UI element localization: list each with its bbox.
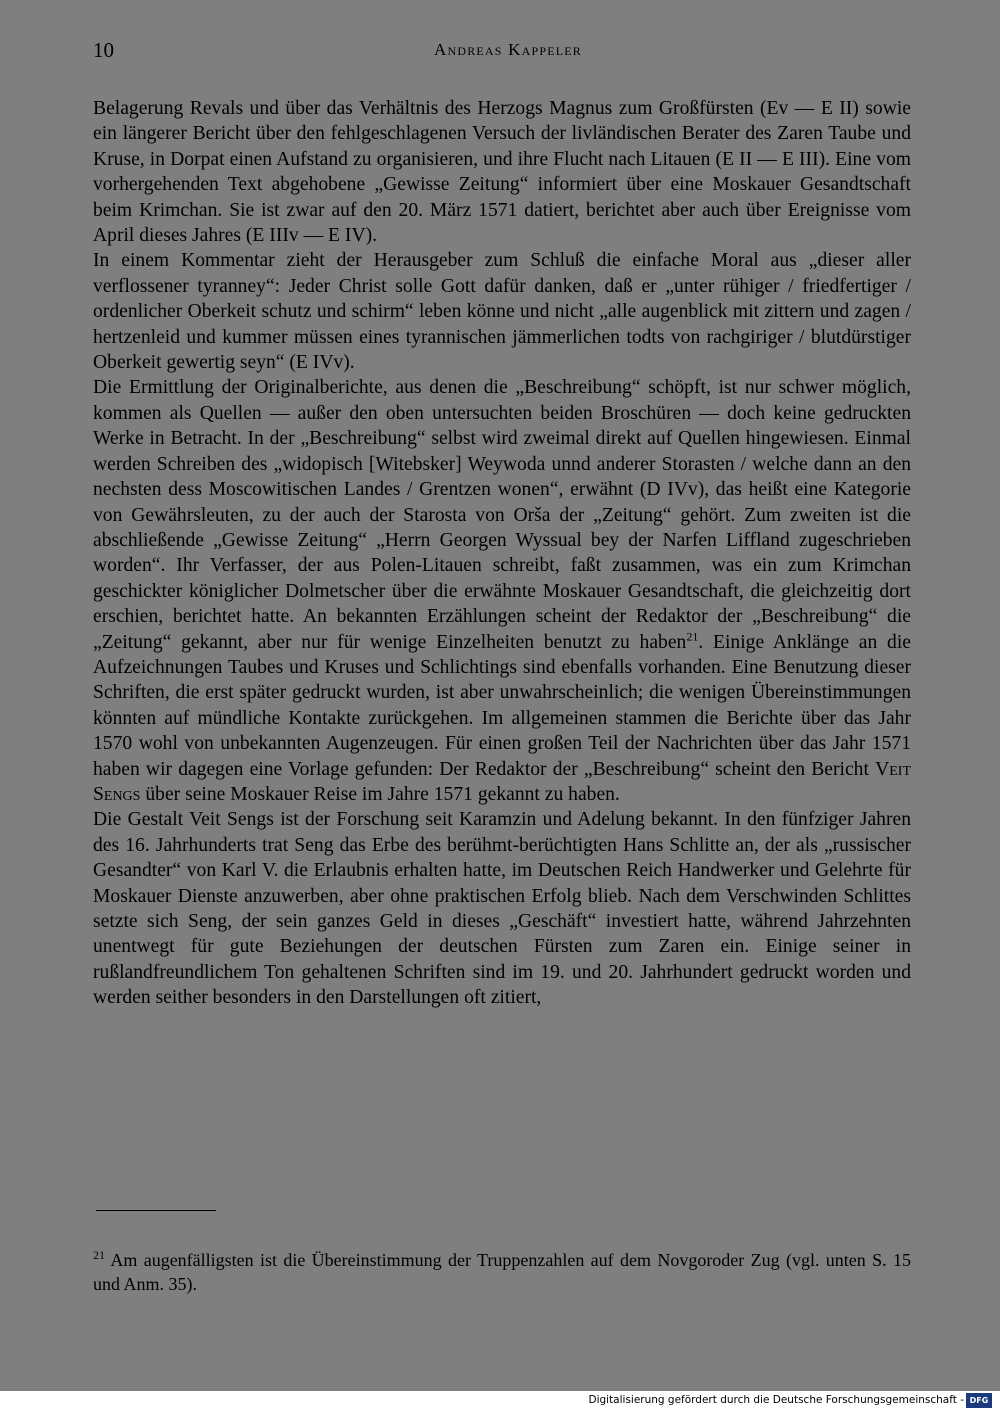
paragraph-3-text: Die Ermittlung der Originalberichte, aus denen die „Beschreibung“ schöpft, ist nur schwer möglich, kommen als Quellen — außer den oben untersuchten beiden Broschüren — doch keine gedruckten Werke in Betracht. In der „Beschreibung“ selbst wird zweimal direkt auf Quellen hingewiesen. Einmal werden Schreiben des „widopisch [Witebsker] Weywoda unnd anderer Storasten / welche dann an den nechsten dess Moscowitischen Landes / Grentzen wonen“, erwähnt (D IVv), das heißt eine Kategorie von Gewährsleuten, zu der auch der Starosta von Orša der „Zeitung“ gehört. Zum zweiten ist die abschließende „Gewisse Zeitung“ „Herrn Georgen Wyssual bey der Narfen Liffland zugeschrieben worden“. Ihr Verfasser, der aus Polen-Litauen schreibt, faßt zusammen, was ein zum Krimchan geschickter königlicher Dolmetscher über die erwähnte Moskauer Gesandtschaft, die gleichzeitig dort erschien, berichtet hatte. An bekannten Erzählungen scheint der Redaktor der „Beschreibung“ die „Zeitung“ gekannt, aber nur für wenige Einzelheiten benutzt zu haben <box>93 377 911 653</box>
author-name-smallcaps: Veit Sengs <box>93 758 911 805</box>
page-header <box>93 38 911 68</box>
footnote-reference: 21 <box>686 629 699 643</box>
digitization-credit: Digitalisierung gefördert durch die Deutsche Forschungsgemeinschaft - <box>588 1394 964 1406</box>
dfg-logo: DFG <box>966 1393 992 1408</box>
paragraph-3-end: über seine Moskauer Reise im Jahre 1571 gekannt zu haben. <box>145 783 620 805</box>
body-text <box>93 96 911 1011</box>
credit-bar <box>0 1391 1000 1411</box>
footnote-number: 21 <box>93 1248 105 1262</box>
paragraph-3 <box>93 375 911 807</box>
footnote-text: Am augenfälligsten ist die Übereinstimmung der Truppenzahlen auf dem Novgoroder Zug (vgl. unten S. 15 und Anm. 35). <box>93 1250 911 1294</box>
footnote-separator <box>96 1210 216 1211</box>
paragraph-4: Die Gestalt Veit Sengs ist der Forschung seit Karamzin und Adelung bekannt. In den fünfziger Jahren des 16. Jahrhunderts trat Seng das Erbe des berühmt-berüchtigten Hans Schlitte an, der als „russischer Gesandter“ von Karl V. die Erlaubnis erhalten hatte, im Deutschen Reich Handwerker und Gelehrte für Moskauer Dienste anzuwerben, aber ohne praktischen Erfolg blieb. Nach dem Verschwinden Schlittes setzte sich Seng, der sein ganzes Geld in dieses „Geschäft“ investiert hatte, während Jahrzehnten unentwegt für gute Beziehungen der deutschen Fürsten zum Zaren ein. Einige seiner in rußlandfreundlichem Ton gehaltenen Schriften sind im 19. und 20. Jahrhundert gedruckt worden und werden seither besonders in den Darstellungen oft zitiert, <box>93 809 911 1009</box>
paragraph-3-text-cont: . Einige Anklänge an die Aufzeichnungen Taubes und Kruses und Schlichtings sind ebenfalls vorhanden. Eine Benutzung dieser Schriften, die erst später gedruckt wurden, ist aber unwahrscheinlich; die wenigen Übereinstimmungen könnten auf mündliche Kontakte zurückgehen. Im allgemeinen stammen die Berichte über das Jahr 1570 wohl von unbekannten Augenzeugen. Für einen großen Teil der Nachrichten über das Jahr 1571 haben wir dagegen eine Vorlage gefunden: Der Redaktor der „Beschreibung“ scheint den Bericht <box>93 631 911 780</box>
paragraph-1: Belagerung Revals und über das Verhältnis des Herzogs Magnus zum Großfürsten (Ev — E II) sowie ein längerer Bericht über den fehlgeschlagenen Versuch der livländischen Berater des Zaren Taube und Kruse, in Dorpat einen Aufstand zu organisieren, und ihre Flucht nach Litauen (E II — E III). Eine vom vorhergehenden Text abgehobene „Gewisse Zeitung“ informiert über eine Moskauer Gesandtschaft beim Krimchan. Sie ist zwar auf den 20. März 1571 datiert, berichtet aber auch über Ereignisse vom April dieses Jahres (E IIIv — E IV). <box>93 98 911 247</box>
footnote <box>93 1249 911 1296</box>
page-number: 10 <box>93 38 114 62</box>
paragraph-2: In einem Kommentar zieht der Herausgeber zum Schluß die einfache Moral aus „dieser aller verflossener tyranney“: Jeder Christ solle Gott dafür danken, daß er „unter rühiger / friedfertiger / ordenlicher Oberkeit schutz und schirm“ leben könne und nicht „alle augenblick mit zittern und zagen / hertzenleid und kummer müssen eines tyrannischen jämmerlichen todts von rachgiriger / blutdürstiger Oberkeit gewertig seyn“ (E IVv). <box>93 250 911 374</box>
running-head: Andreas Kappeler <box>433 40 583 59</box>
